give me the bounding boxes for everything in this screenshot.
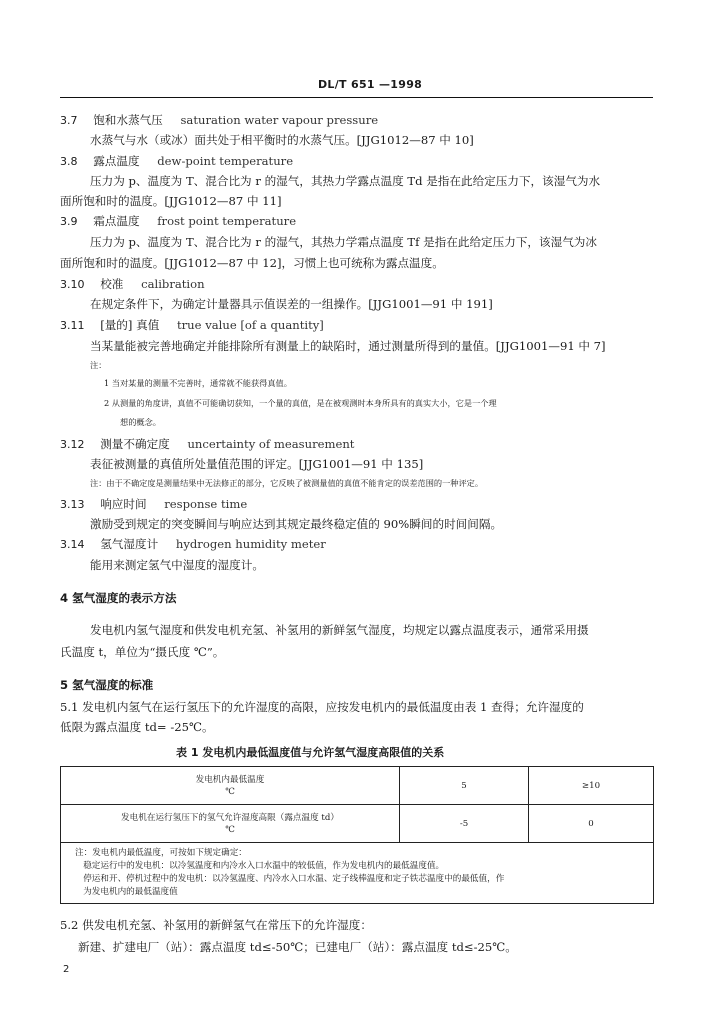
row-label-cell: 发电机内最低温度 ℃	[61, 767, 400, 805]
term-3-8-heading: 3.8 露点温度 dew-point temperature	[60, 154, 294, 168]
value-cell: ≥10	[529, 767, 654, 805]
term-3-12-heading: 3.12 测量不确定度 uncertainty of measurement	[60, 437, 355, 451]
section-5-title: 5 氢气湿度的标准	[60, 678, 154, 692]
term-3-11-heading: 3.11 [量的] 真值 true value [of a quantity]	[60, 318, 324, 332]
section-4-title: 4 氢气湿度的表示方法	[60, 591, 177, 605]
note-3-12: 注：由于不确定度是测量结果中无法修正的部分，它反映了被测量值的真值不能肯定的误差范围的一种评定。	[90, 478, 484, 488]
table-row	[61, 767, 654, 805]
value-cell: 0	[529, 805, 654, 843]
term-en: saturation water vapour pressure	[180, 113, 379, 127]
term-3-11-def: 当某量能被完善地确定并能排除所有测量上的缺陷时，通过测量所得到的量值。[JJG1001—91 中 7]	[90, 339, 606, 353]
term-3-13-def: 激励受到规定的突变瞬间与响应达到其规定最终稳定值的 90%瞬间的时间间隔。	[90, 517, 503, 531]
page-number: 2	[63, 964, 70, 975]
table-note-row	[61, 843, 654, 904]
term-3-13-heading: 3.13 响应时间 response time	[60, 497, 248, 511]
term-3-10-def: 在规定条件下，为确定计量器具示值误差的一组操作。[JJG1001—91 中 191]	[90, 297, 493, 311]
section-4-body-line1: 发电机内氢气湿度和供发电机充氢、补氢用的新鲜氢气湿度，均规定以露点温度表示，通常采用摄	[90, 623, 589, 637]
term-3-12-def: 表征被测量的真值所处量值范围的评定。[JJG1001—91 中 135]	[90, 457, 424, 471]
section-4-body-line2: 氏温度 t，单位为“摄氏度 ℃”。	[60, 645, 225, 659]
term-3-7-def: 水蒸气与水（或冰）面共处于相平衡时的水蒸气压。[JJG1012—87 中 10]	[90, 133, 474, 147]
value-cell: 5	[400, 767, 529, 805]
table-1	[60, 766, 654, 904]
term-3-9-heading: 3.9 霜点温度 frost point temperature	[60, 214, 297, 228]
note-label: 注：	[90, 360, 107, 370]
term-zh: 饱和水蒸气压	[93, 113, 163, 127]
table-1-caption: 表 1 发电机内最低温度值与允许氢气湿度高限值的关系	[176, 746, 445, 759]
term-3-8-def-line2: 面所饱和时的温度。[JJG1012—87 中 11]	[60, 194, 282, 208]
term-3-9-def-line2: 面所饱和时的温度。[JJG1012—87 中 12]，习惯上也可统称为露点温度。	[60, 256, 444, 270]
clause-5-2-line1: 5.2 供发电机充氢、补氢用的新鲜氢气在常压下的允许湿度：	[60, 918, 372, 932]
term-3-10-heading: 3.10 校准 calibration	[60, 277, 205, 291]
note-item-1: 1 当对某量的测量不完善时，通常就不能获得真值。	[104, 378, 292, 388]
header-rule	[60, 97, 653, 98]
table-row	[61, 805, 654, 843]
row-label-cell: 发电机在运行氢压下的氢气允许湿度高限（露点温度 td） ℃	[61, 805, 400, 843]
clause-5-1-line2: 低限为露点温度 td= -25℃。	[60, 720, 214, 734]
term-3-14-heading: 3.14 氢气湿度计 hydrogen humidity meter	[60, 537, 326, 551]
clause-5-1-line1: 5.1 发电机内氢气在运行氢压下的允许湿度的高限，应按发电机内的最低温度由表 1 查得；允许湿度的	[60, 700, 584, 714]
note-item-2-cont: 想的概念。	[120, 417, 161, 427]
term-3-14-def: 能用来测定氢气中湿度的湿度计。	[90, 558, 264, 572]
table-note-cell: 注：发电机内最低温度，可按如下规定确定： 稳定运行中的发电机：以冷氢温度和内冷水入口水温中的较低值，作为发电机内的最低温度值。 停运和开、停机过程中的发电机：以冷氢温度、内冷水入口水温、定子线棒温度和定子铁芯温度中的最低值，作 为发电机内的最低温度值	[61, 843, 654, 904]
note-item-2: 2 从测量的角度讲，真值不可能确切获知，一个量的真值，是在被观测时本身所具有的真实大小，它是一个理	[104, 398, 497, 408]
doc-code-header: DL/T 651 —1998	[318, 78, 423, 91]
term-3-8-def-line1: 压力为 p、温度为 T、混合比为 r 的湿气，其热力学露点温度 Td 是指在此给定压力下，该湿气为水	[90, 174, 601, 188]
value-cell: -5	[400, 805, 529, 843]
term-3-7-heading: 3.7 饱和水蒸气压 saturation water vapour pressure	[60, 113, 379, 127]
clause-5-2-line2: 新建、扩建电厂（站）：露点温度 td≤-50℃；已建电厂（站）：露点温度 td≤-25℃。	[78, 940, 517, 954]
term-3-9-def-line1: 压力为 p、温度为 T、混合比为 r 的湿气，其热力学霜点温度 Tf 是指在此给定压力下，该湿气为冰	[90, 235, 597, 249]
